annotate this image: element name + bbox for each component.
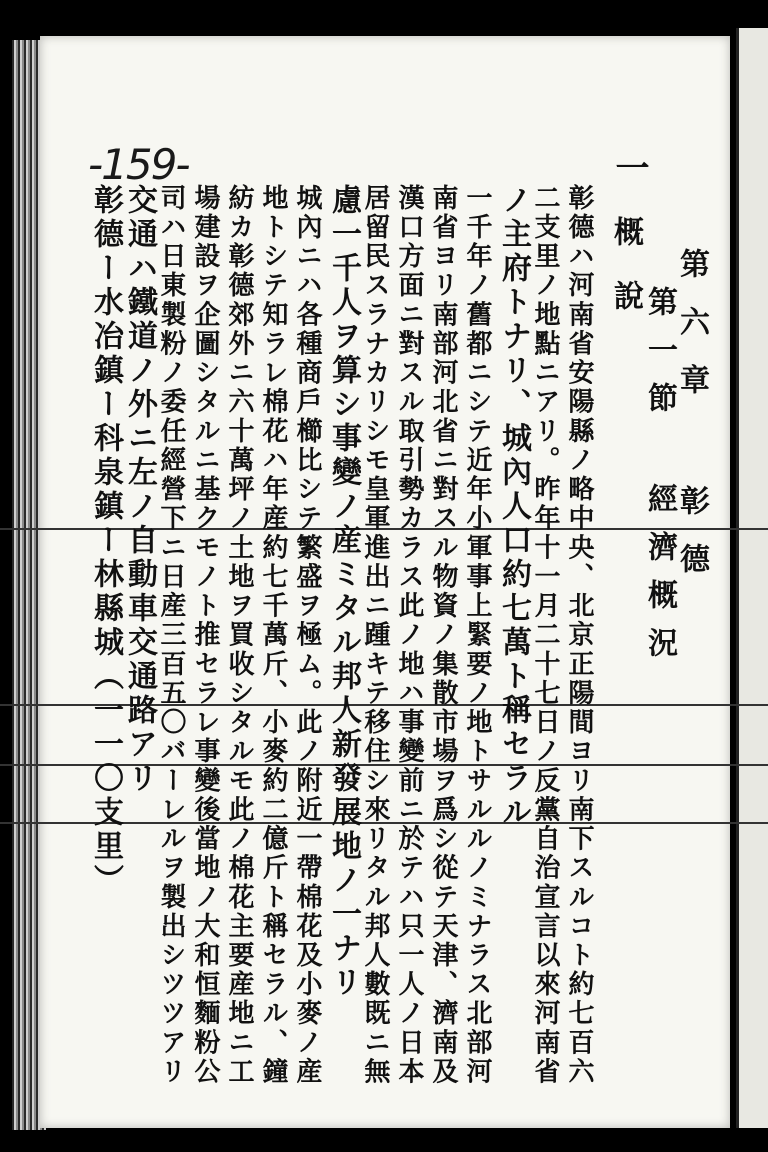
text-column: 場建設ヲ企圖シタルニ基クモノト推セラレ事變後當地ノ大和恒麵粉公: [190, 184, 220, 1087]
text-column: 漢口方面ニ對スル取引勢カラス此ノ地ハ事變前ニ於テハ只一人ノ日本: [394, 184, 424, 1087]
page-number: -159-: [88, 140, 189, 189]
text-column: 二支里ノ地點ニアリ。昨年十一月二十七日ノ反黨自治宣言以來河南省: [530, 184, 560, 1087]
text-column: 司ハ日東製粉ノ委任經營下ニ日産三百五〇バーレルヲ製出シツツアリ: [156, 184, 186, 1087]
text-column: 彰德ー水冶鎮ー科泉鎮ー林縣城（一一〇支里）: [88, 184, 123, 898]
chapter-mark: 一: [609, 150, 649, 188]
text-column: 地トシテ知ラレ棉花ハ年産約七千萬斤、小麥約二億斤ト稱セラル、鐘: [258, 184, 288, 1087]
text-column: 南省ヨリ南部河北省ニ對スル物資ノ集散市場ヲ爲シ從テ天津、濟南及: [428, 184, 458, 1087]
text-column: 居留民スラナカリシモ皇軍進出ニ踵キテ移住シ來リタル邦人數既ニ無: [360, 184, 390, 1087]
subheading: 概說: [608, 216, 643, 344]
text-column: 慮一千人ヲ算シ事變ノ産ミタル邦人新發展地ノ一ナリ: [326, 184, 361, 1000]
text-column: ノ主府トナリ、城內人口約七萬ト稱セラル: [496, 184, 531, 830]
text-column: 彰德ハ河南省安陽縣ノ略中央、北京正陽間ヨリ南下スルコト約七百六: [564, 184, 594, 1087]
next-page-edge: [736, 28, 768, 1128]
section-title: 第一節 經濟概況: [642, 286, 677, 675]
text-column: 紡カ彰德郊外ニ六十萬坪ノ土地ヲ買收シタルモ此ノ棉花主要産地ニ工: [224, 184, 254, 1087]
text-column: 交通ハ鐵道ノ外ニ左ノ自動車交通路アリ: [122, 184, 157, 796]
chapter-title: 第六章 彰德: [674, 248, 709, 601]
text-column: 城內ニハ各種商戶櫛比シテ繁盛ヲ極ム。此ノ附近一帶棉花及小麥ノ産: [292, 184, 322, 1087]
text-column: 一千年ノ舊都ニシテ近年小軍事上緊要ノ地トサルルノミナラス北部河: [462, 184, 492, 1087]
